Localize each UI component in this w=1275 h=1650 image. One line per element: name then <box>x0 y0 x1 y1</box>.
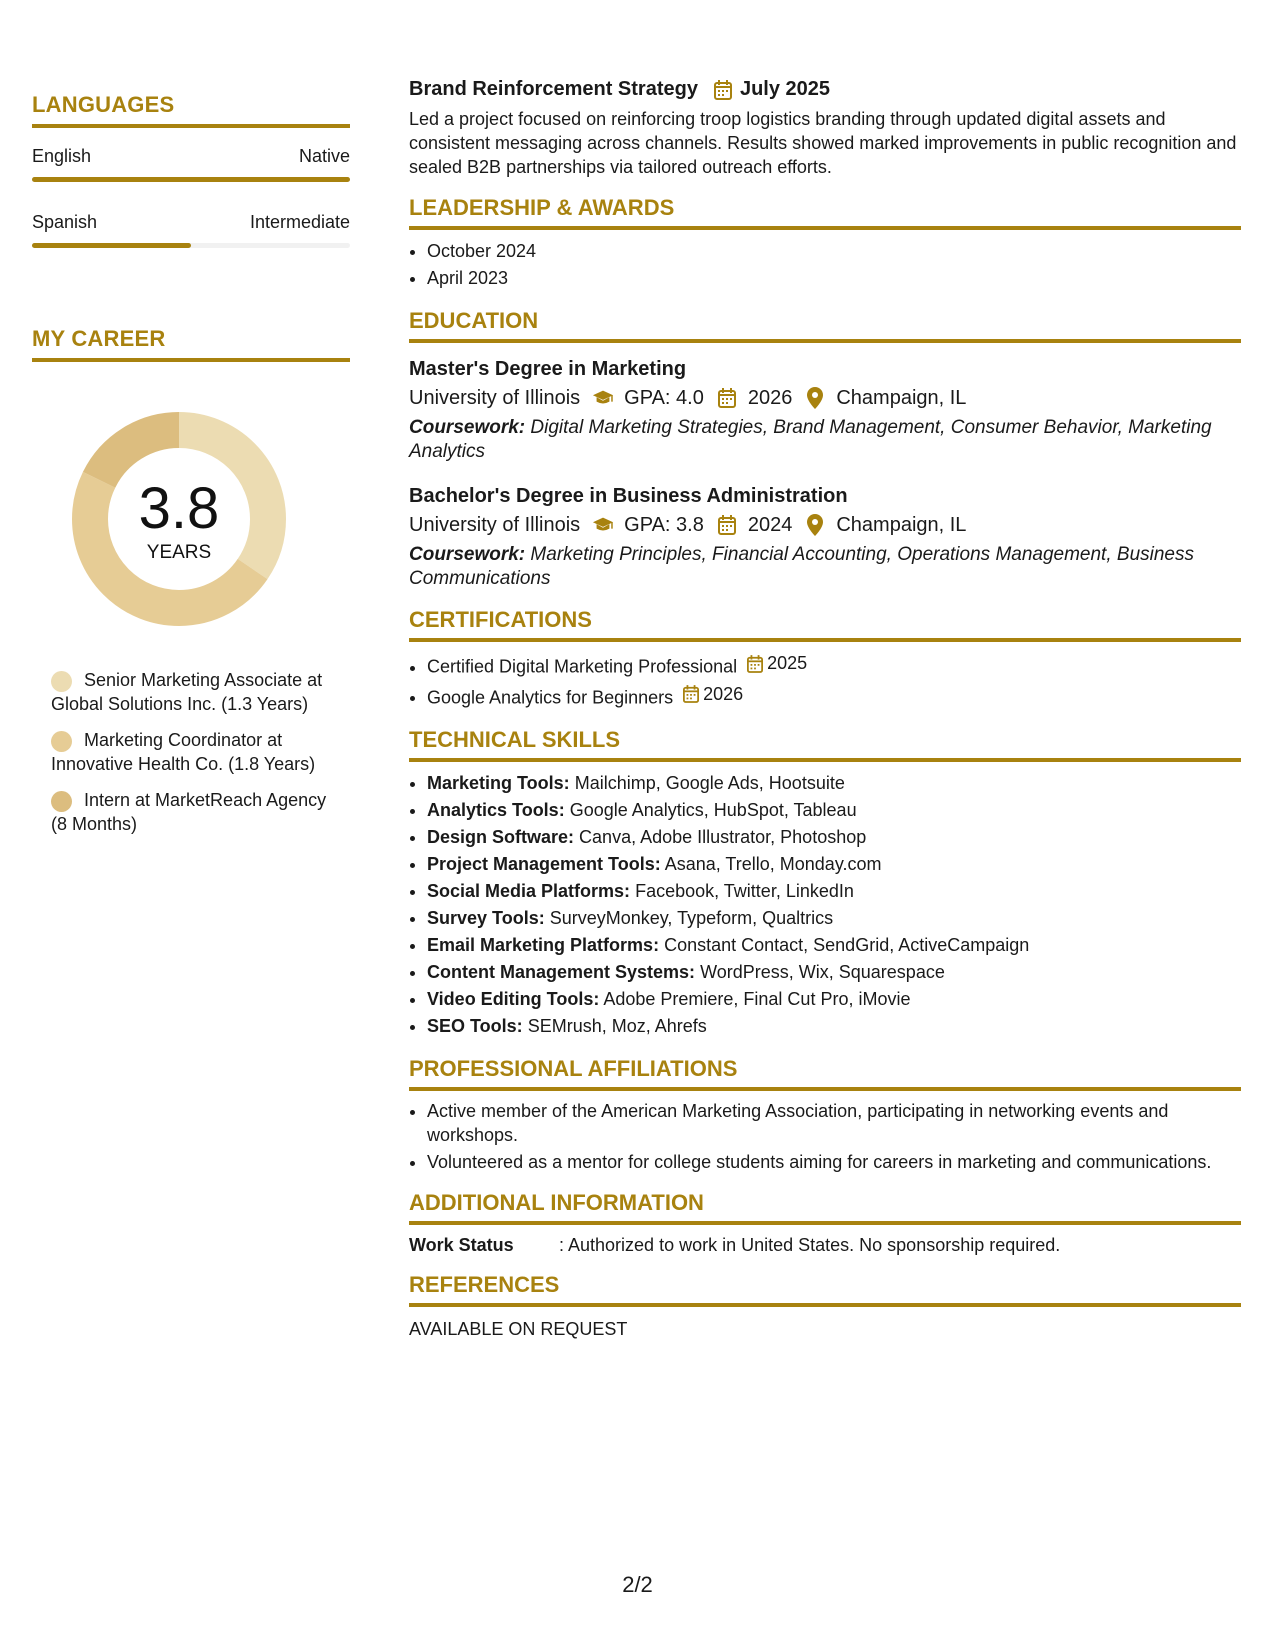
gpa: GPA: 4.0 <box>624 387 704 409</box>
calendar-icon <box>712 79 734 101</box>
degree-title: Bachelor's Degree in Business Administration <box>409 485 848 507</box>
list-item: • Content Management Systems: WordPress, Wix, Squarespace <box>427 959 1241 986</box>
education-heading: EDUCATION <box>409 308 1241 343</box>
list-item: • Volunteered as a mentor for college students aiming for careers in marketing and communications. <box>427 1150 1241 1174</box>
list-item: • Google Analytics for Beginners 2026 <box>427 681 1241 712</box>
career-section <box>32 326 350 836</box>
language-level: Native <box>298 146 350 166</box>
coursework: Coursework: Marketing Principles, Financial Accounting, Operations Management, Business Communications <box>409 544 1194 589</box>
list-item: • SEO Tools: SEMrush, Moz, Ahrefs <box>427 1013 1241 1040</box>
school-name: University of Illinois <box>409 514 581 536</box>
list-item: • April 2023 <box>427 265 1241 292</box>
calendar-icon <box>716 387 738 409</box>
career-total-unit: YEARS <box>146 542 212 563</box>
school-name: University of Illinois <box>409 387 581 409</box>
education-entry <box>409 355 1241 464</box>
certifications-heading: CERTIFICATIONS <box>409 607 1241 642</box>
references-text: AVAILABLE ON REQUEST <box>409 1319 628 1339</box>
technical-skills-heading: TECHNICAL SKILLS <box>409 727 1241 762</box>
list-item: • Analytics Tools: Google Analytics, HubSpot, Tableau <box>427 797 1241 824</box>
calendar-icon <box>683 685 699 703</box>
degree-title: Master's Degree in Marketing <box>409 358 687 380</box>
career-legend-item: Marketing Coordinator at Innovative Health Co. (1.8 Years) <box>51 730 316 774</box>
skills-list <box>409 770 1241 1040</box>
language-proficiency-bar <box>32 243 350 248</box>
affiliations-heading: PROFESSIONAL AFFILIATIONS <box>409 1056 1241 1091</box>
page-number: 2/2 <box>622 1572 653 1597</box>
graduation-cap-icon <box>592 387 614 409</box>
work-status-value: : Authorized to work in United States. No sponsorship required. <box>559 1235 1061 1255</box>
location-pin-icon <box>804 387 826 409</box>
gpa: GPA: 3.8 <box>624 514 704 536</box>
language-level: Intermediate <box>249 212 350 232</box>
graduation-year: 2026 <box>747 387 793 409</box>
work-status-row <box>409 1235 1241 1256</box>
calendar-icon <box>716 514 738 536</box>
list-item: • Active member of the American Marketing Association, participating in networking events and workshops. <box>427 1099 1241 1147</box>
list-item: • Survey Tools: SurveyMonkey, Typeform, Qualtrics <box>427 905 1241 932</box>
list-item: • Video Editing Tools: Adobe Premiere, Final Cut Pro, iMovie <box>427 986 1241 1013</box>
education-entry <box>409 482 1241 591</box>
legend-dot-icon <box>51 791 72 812</box>
work-status-label: Work Status <box>409 1235 514 1255</box>
career-donut-chart <box>66 406 292 632</box>
leadership-list <box>409 238 1241 292</box>
career-heading: MY CAREER <box>32 326 350 362</box>
list-item: • Social Media Platforms: Facebook, Twitter, LinkedIn <box>427 878 1241 905</box>
location-pin-icon <box>804 514 826 536</box>
list-item: • Design Software: Canva, Adobe Illustrator, Photoshop <box>427 824 1241 851</box>
sidebar <box>32 92 350 848</box>
project-entry <box>409 78 1241 179</box>
leadership-heading: LEADERSHIP & AWARDS <box>409 195 1241 230</box>
language-item-english <box>32 146 350 182</box>
language-proficiency-fill <box>32 243 191 248</box>
career-legend-item: Senior Marketing Associate at Global Solutions Inc. (1.3 Years) <box>51 670 323 714</box>
career-total-years: 3.8 <box>138 476 220 541</box>
list-item: • Project Management Tools: Asana, Trello, Monday.com <box>427 851 1241 878</box>
list-item: • Email Marketing Platforms: Constant Contact, SendGrid, ActiveCampaign <box>427 932 1241 959</box>
certifications-list <box>409 650 1241 711</box>
list-item: • Certified Digital Marketing Professional 2025 <box>427 650 1241 681</box>
school-location: Champaign, IL <box>836 514 967 536</box>
language-item-spanish <box>32 212 350 248</box>
additional-info-heading: ADDITIONAL INFORMATION <box>409 1190 1241 1225</box>
list-item: • October 2024 <box>427 238 1241 265</box>
language-name: English <box>32 146 92 166</box>
school-location: Champaign, IL <box>836 387 967 409</box>
legend-dot-icon <box>51 671 72 692</box>
calendar-icon <box>747 655 763 673</box>
languages-heading: LANGUAGES <box>32 92 350 128</box>
project-description: Led a project focused on reinforcing troop logistics branding through updated digital assets and consistent messaging across channels. Results showed marked improvements in public recognition and sealed B2B partnerships via tailored outreach efforts. <box>409 109 1237 177</box>
legend-dot-icon <box>51 731 72 752</box>
graduation-year: 2024 <box>747 514 793 536</box>
language-proficiency-bar <box>32 177 350 182</box>
project-title: Brand Reinforcement Strategy <box>409 78 698 100</box>
language-proficiency-fill <box>32 177 350 182</box>
coursework: Coursework: Digital Marketing Strategies, Brand Management, Consumer Behavior, Marketing Analytics <box>409 417 1212 462</box>
main-content <box>409 78 1241 1340</box>
language-name: Spanish <box>32 212 98 232</box>
career-legend <box>51 668 341 836</box>
list-item: • Marketing Tools: Mailchimp, Google Ads, Hootsuite <box>427 770 1241 797</box>
affiliations-list <box>409 1099 1241 1174</box>
career-legend-item: Intern at MarketReach Agency (8 Months) <box>51 790 327 834</box>
graduation-cap-icon <box>592 514 614 536</box>
references-heading: REFERENCES <box>409 1272 1241 1307</box>
project-date: July 2025 <box>739 78 831 100</box>
